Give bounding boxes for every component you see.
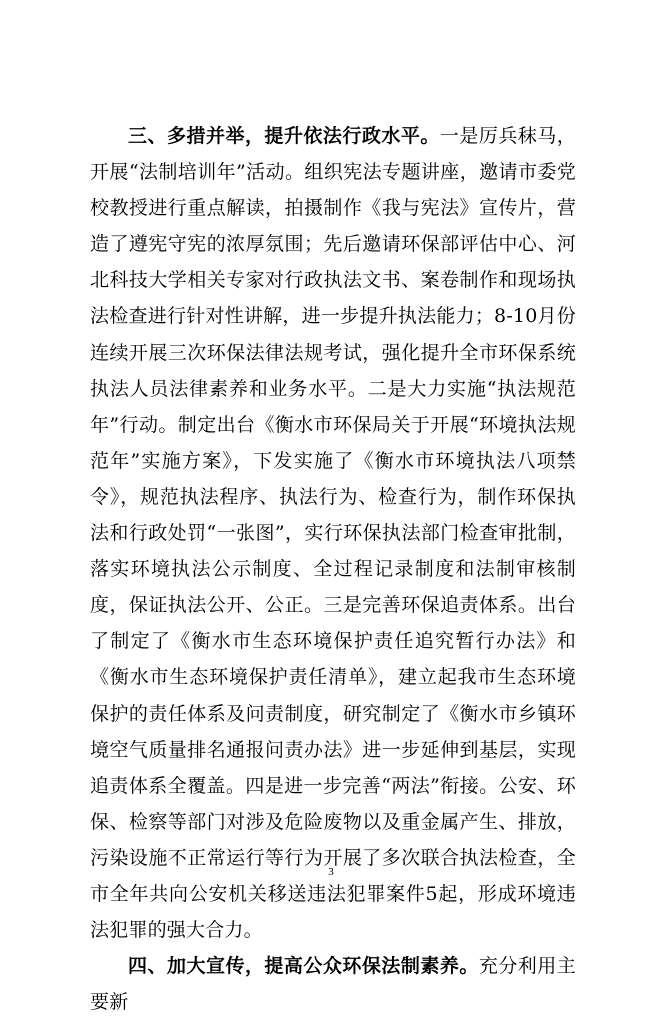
section-3-text: 一是厉兵秣马，开展“法制培训年”活动。组织宪法专题讲座，邀请市委党校教授进行重点解读，拍摄制作《我与宪法》宣传片，营造了遵宪守宪的浓厚氛围；先后邀请环保部评估中心、河北科技大学相关专家对行政执法文书、案卷制作和现场执法检查进行针对性讲解，进一步提升执法能力；8-10月份连续开展三次环保法律法规考试，强化提升全市环保系统执法人员法律素养和业务水平。二是大力实施“执法规范年”行动。制定出台《衡水市环保局关于开展“环境执法规范年”实施方案》，下发实施了《衡水市环境执法八项禁令》，规范执法程序、执法行为、检查行为，制作环保执法和行政处罚“一张图”，实行环保执法部门检查审批制，落实环境执法公示制度、全过程记录制度和法制审核制度，保证执法公开、公正。三是完善环保追责体系。出台了制定了《衡水市生态环境保护责任追究暂行办法》和《衡水市生态环境保护责任清单》，建立起我市生态环境保护的责任体系及问责制度，研究制定了《衡水市乡镇环境空气质量排名通报问责办法》进一步延伸到基层，实现追责体系全覆盖。四是进一步完善“两法”衔接。公安、环保、检察等部门对涉及危险废物以及重金属产生、排放，污染设施不正常运行等行为开展了多次联合执法检查，全市全年共向公安机关移送违法犯罪案件5起，形成环境违法犯罪的强大合力。 [90, 125, 577, 942]
section-3-heading: 三、多措并举，提升依法行政水平。 [128, 125, 440, 147]
section-3-paragraph [90, 118, 576, 948]
page-number: 3 [328, 866, 334, 878]
section-4-paragraph [90, 948, 576, 1020]
document-body [90, 118, 576, 1020]
section-4-text: 充分利用主要新 [90, 955, 576, 1014]
section-4-heading: 四、加大宣传，提高公众环保法制素养。 [128, 955, 479, 978]
